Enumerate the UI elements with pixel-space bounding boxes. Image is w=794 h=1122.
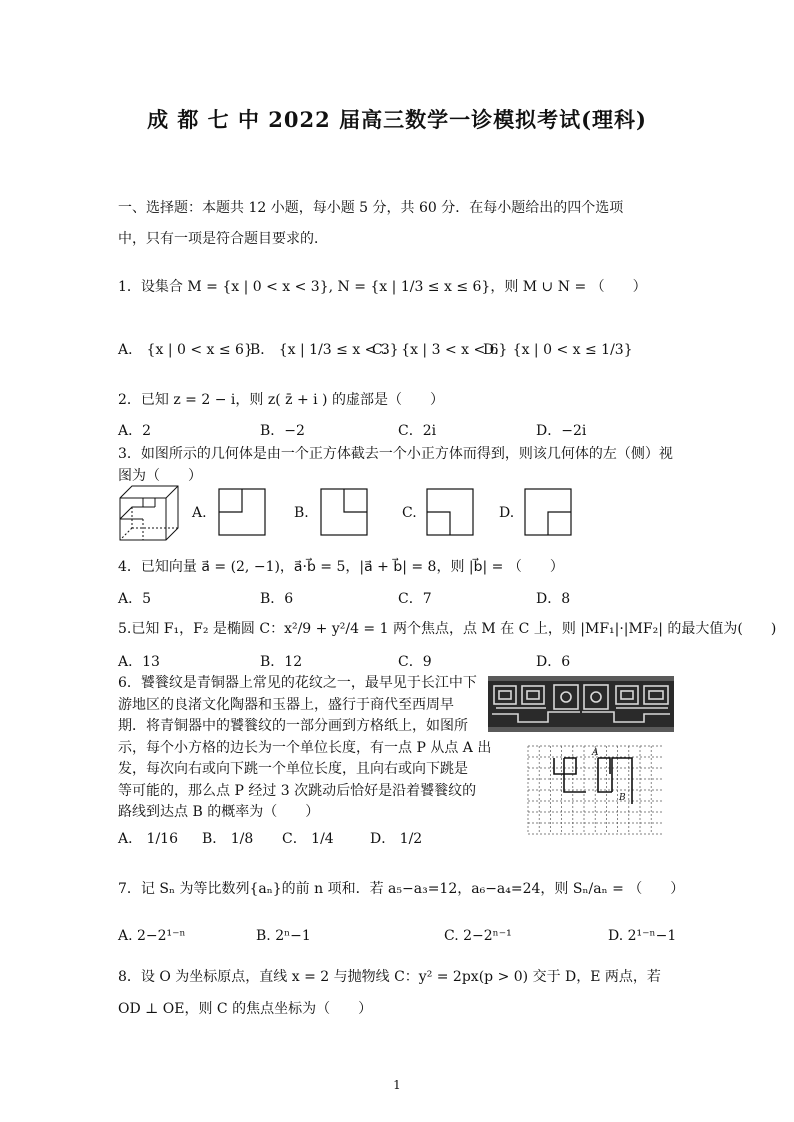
q2-option-a: A．2 [118, 423, 152, 439]
q2-stem: 2．已知 z = 2 − i，则 z( z̄ + i ) 的虚部是（ ） [118, 392, 444, 408]
q8-stem-line1: 8．设 O 为坐标原点，直线 x = 2 与抛物线 C：y² = 2px(p > 0) 交于 D，E 两点，若 [118, 969, 661, 985]
q1-option-b: B． {x | 1/3 ≤ x < 3} [250, 342, 399, 358]
q5-option-c: C．9 [398, 654, 432, 670]
q1-stem: 1．设集合 M = {x | 0 < x < 3}, N = {x | 1/3 ≤ x ≤ 6}，则 M ∪ N = （ ） [118, 279, 647, 295]
q3-option-a-figure [218, 488, 266, 536]
q6-stem-line: 期．将青铜器中的饕餮纹的一部分画到方格纸上，如图所 [118, 718, 468, 734]
q3-stem-line1: 3．如图所示的几何体是由一个正方体截去一个小正方体而得到，则该几何体的左（侧）视 [118, 446, 673, 462]
q1-option-d: D． {x | 0 < x ≤ 1/3} [483, 342, 633, 358]
q2-option-c: C．2i [398, 423, 437, 439]
q6-point-a-label: A [592, 748, 599, 758]
q1-option-a: A． {x | 0 < x ≤ 6} [118, 342, 253, 358]
q3-option-a-label: A. [192, 505, 207, 521]
q3-option-c-label: C. [402, 505, 417, 521]
q7-option-c: C. 2−2ⁿ⁻¹ [444, 928, 512, 944]
q4-option-b: B．6 [260, 591, 294, 607]
q6-option-b: B． 1/8 [202, 831, 254, 847]
q3-option-c-figure [426, 488, 474, 536]
taotie-pattern-photo [488, 676, 674, 732]
page-number: 1 [393, 1078, 401, 1092]
q3-stem-line2: 图为（ ） [118, 468, 202, 484]
q4-option-a: A．5 [118, 591, 152, 607]
q6-stem-line: 发，每次向右或向下跳一个单位长度，且向右或向下跳是 [118, 761, 468, 777]
q7-option-b: B. 2ⁿ−1 [256, 928, 311, 944]
q6-option-c: C． 1/4 [282, 831, 334, 847]
q4-option-c: C．7 [398, 591, 432, 607]
q7-option-a: A. 2−2¹⁻ⁿ [118, 928, 186, 944]
q6-stem-line: 6．饕餮纹是青铜器上常见的花纹之一，最早见于长江中下 [118, 675, 477, 691]
q1-option-c: C． {x | 3 < x < 6} [372, 342, 508, 358]
q5-stem: 5.已知 F₁，F₂ 是椭圆 C：x²/9 + y²/4 = 1 两个焦点，点 M 在 C 上，则 |MF₁|·|MF₂| 的最大值为( ) [118, 621, 777, 637]
q6-option-d: D． 1/2 [370, 831, 423, 847]
q4-stem: 4．已知向量 a⃗ = (2, −1)，a⃗·b⃗ = 5，|a⃗ + b⃗| = 8，则 |b⃗| = （ ） [118, 559, 564, 575]
q3-option-b-label: B. [294, 505, 309, 521]
section-instruction-line1: 一、选择题：本题共 12 小题，每小题 5 分，共 60 分．在每小题给出的四个选项 [118, 200, 624, 216]
q8-stem-line2: OD ⊥ OE，则 C 的焦点坐标为（ ） [118, 1001, 373, 1017]
q6-stem-line: 路线到达点 B 的概率为（ ） [118, 804, 320, 820]
q2-option-b: B．−2 [260, 423, 305, 439]
q3-option-b-figure [320, 488, 368, 536]
q2-option-d: D．−2i [536, 423, 587, 439]
q6-stem-line: 游地区的良渚文化陶器和玉器上，盛行于商代至西周早 [118, 696, 454, 713]
q5-option-b: B．12 [260, 654, 303, 670]
q7-option-d: D. 2¹⁻ⁿ−1 [608, 928, 677, 944]
section-instruction-line2: 中，只有一项是符合题目要求的． [118, 231, 328, 247]
page-title: 成 都 七 中 2022 届高三数学一诊模拟考试(理科) [147, 107, 647, 132]
q6-stem-line: 等可能的，那么点 P 经过 3 次跳动后恰好是沿着饕餮纹的 [118, 782, 477, 799]
q5-option-d: D．6 [536, 654, 571, 670]
q3-solid-figure [118, 484, 180, 542]
q4-option-d: D．8 [536, 591, 571, 607]
q5-option-a: A．13 [118, 654, 160, 670]
q6-stem-line: 示，每个小方格的边长为一个单位长度，有一点 P 从点 A 出 [118, 739, 492, 756]
q6-point-b-label: B [619, 793, 626, 803]
q3-option-d-label: D. [499, 505, 515, 521]
q7-stem: 7．记 Sₙ 为等比数列{aₙ}的前 n 项和．若 a₅−a₃=12，a₆−a₄=24，则 Sₙ/aₙ = （ ） [118, 881, 685, 897]
q3-option-d-figure [524, 488, 572, 536]
q6-option-a: A． 1/16 [118, 831, 178, 847]
